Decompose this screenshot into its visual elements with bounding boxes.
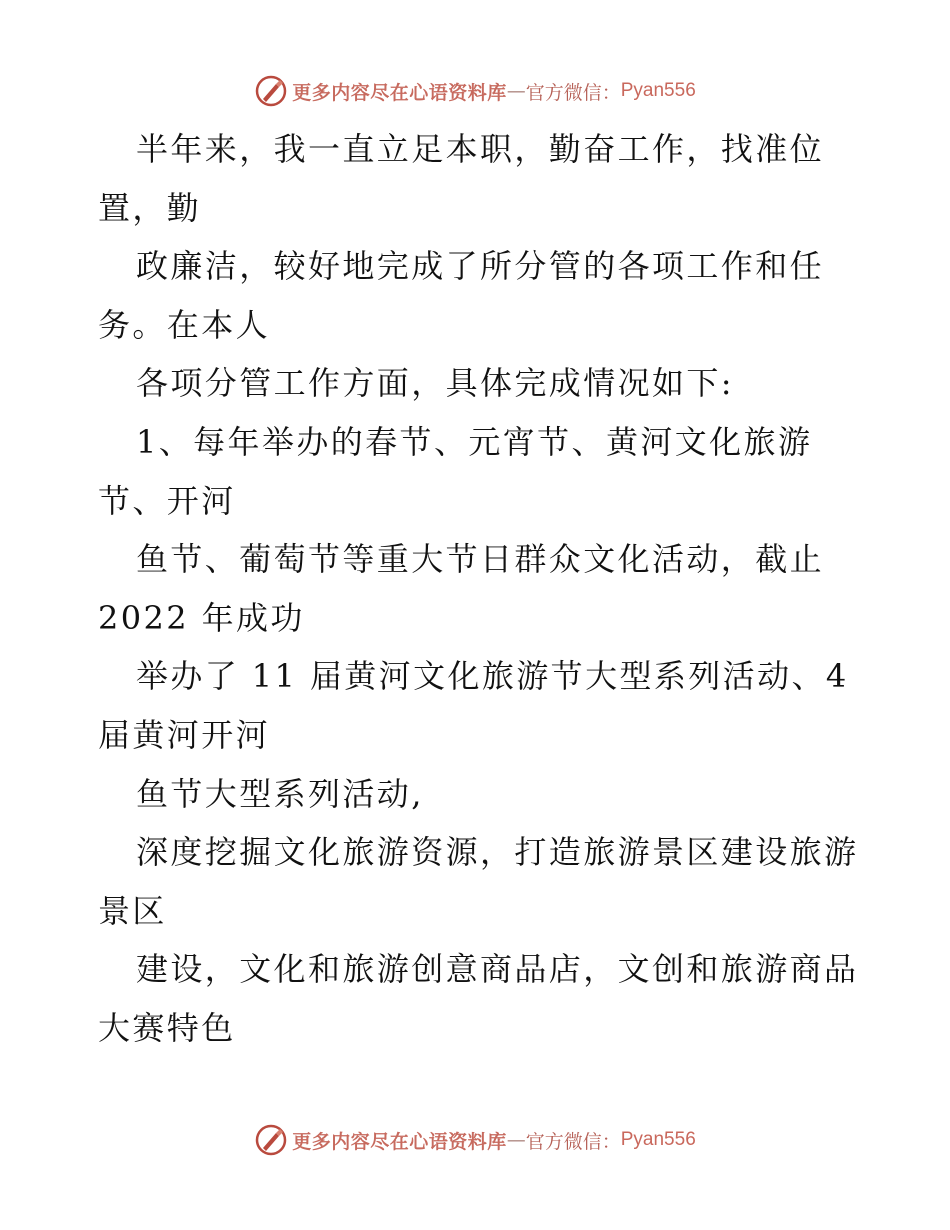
watermark-main-text: 更多内容尽在心语资料库 — [292, 81, 507, 104]
watermark-wechat-id: Pyan556 — [620, 1129, 696, 1150]
text-line: 深度挖掘文化旅游资源，打造旅游景区建设旅游 — [136, 833, 859, 872]
document-body — [98, 120, 858, 1058]
text-line: 1、每年举办的春节、元宵节、黄河文化旅游 — [136, 422, 813, 461]
watermark-wechat-id: Pyan556 — [620, 80, 696, 101]
text-line: 届黄河开河 — [98, 715, 271, 754]
text-line: 鱼节大型系列活动, — [136, 774, 424, 813]
text-line: 政廉洁，较好地完成了所分管的各项工作和任 — [136, 247, 825, 286]
text-line: 鱼节、葡萄节等重大节日群众文化活动，截止 — [136, 540, 825, 579]
watermark-dash: — — [506, 80, 526, 102]
text-line: 务。在本人 — [98, 305, 271, 344]
text-line: 举办了 11 届黄河文化旅游节大型系列活动、4 — [136, 657, 849, 696]
pen-logo-icon — [254, 1123, 288, 1157]
watermark-wechat-label: 官方微信： — [525, 1130, 621, 1153]
header-watermark — [0, 71, 950, 111]
watermark-main-text: 更多内容尽在心语资料库 — [292, 1130, 507, 1153]
watermark-dash: — — [506, 1129, 526, 1151]
text-line: 大赛特色 — [98, 1008, 236, 1047]
text-line: 景区 — [98, 891, 167, 930]
text-line: 各项分管工作方面，具体完成情况如下: — [136, 364, 734, 403]
text-line: 置，勤 — [98, 188, 202, 227]
watermark-wechat-label: 官方微信： — [525, 81, 621, 104]
text-line: 建设，文化和旅游创意商品店，文创和旅游商品 — [136, 950, 859, 989]
text-line: 节、开河 — [98, 481, 236, 520]
text-line: 2022 年成功 — [98, 598, 305, 637]
text-line: 半年来，我一直立足本职，勤奋工作，找准位 — [136, 130, 825, 168]
footer-watermark — [0, 1120, 950, 1160]
pen-logo-icon — [254, 74, 288, 108]
